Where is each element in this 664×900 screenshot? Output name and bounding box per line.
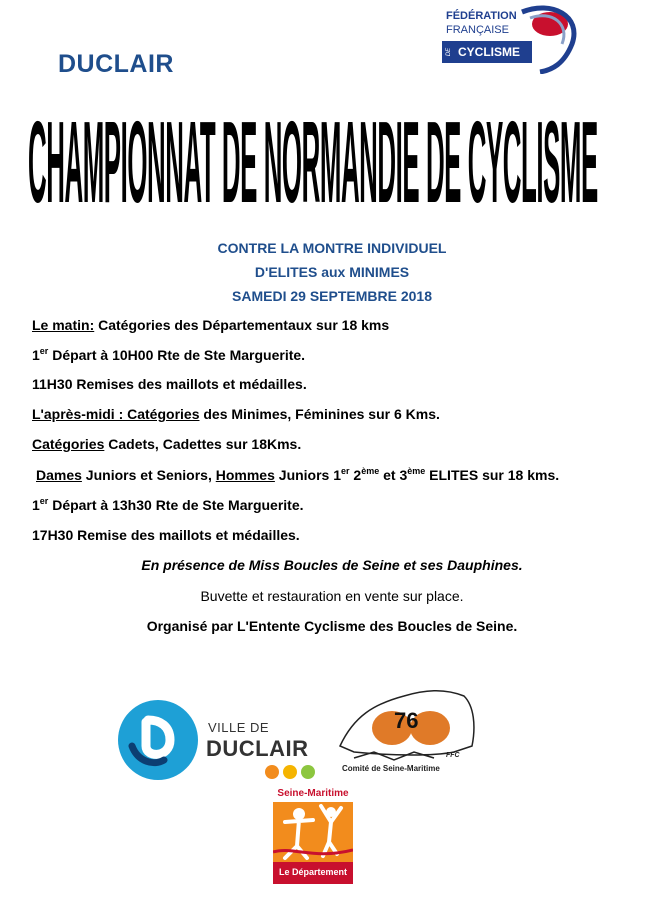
cd76-ffc: FFC [446, 752, 460, 759]
duclair-ville-de: VILLE DE [208, 720, 270, 735]
ffc-logo [442, 4, 582, 74]
dames-text: Juniors et Seniors, [81, 467, 216, 483]
cadets-text: Cadets, Cadettes sur 18Kms. [104, 436, 302, 452]
seine-maritime-title: Seine-Maritime [277, 788, 349, 799]
elites-text: ELITES sur 18 kms. [425, 467, 560, 483]
schedule-remise-afternoon: 17H30 Remise des maillots et médailles. [32, 527, 300, 543]
cd76-number: 76 [394, 708, 419, 733]
depart-pm-num: 1 [32, 497, 40, 513]
afternoon-text: des Minimes, Féminines sur 6 Kms. [199, 406, 440, 422]
schedule-cadets [32, 436, 301, 452]
buvette-note: Buvette et restauration en vente sur place. [200, 588, 464, 604]
hommes-text-3: et 3 [379, 467, 408, 483]
miss-note: En présence de Miss Boucles de Seine et ses Dauphines. [141, 557, 523, 573]
sup-1: er [341, 466, 350, 476]
comite-76-logo [334, 686, 484, 781]
afternoon-label: L'après-midi : Catégories [32, 406, 200, 422]
subtitle-date: SAMEDI 29 SEPTEMBRE 2018 [232, 288, 432, 304]
ffc-logo-de: DE [446, 47, 453, 57]
main-title-wrap [28, 96, 608, 226]
subtitle-line2: D'ELITES aux MINIMES [254, 264, 410, 280]
schedule-depart-afternoon [32, 496, 304, 513]
duclair-logo [118, 700, 328, 782]
ffc-swoosh-icon [512, 4, 582, 74]
seine-maritime-logo [267, 788, 359, 886]
hommes-label: Hommes [215, 467, 275, 483]
sup-3: ème [407, 466, 426, 476]
depart-pm-sup: er [39, 496, 49, 506]
schedule-dames-hommes [36, 466, 559, 483]
town-name: DUCLAIR [58, 50, 174, 78]
figures-icon [273, 802, 353, 862]
morning-text: Catégories des Départementaux sur 18 kms [94, 317, 390, 333]
morning-label: Le matin: [32, 317, 95, 333]
depart-num: 1 [32, 347, 40, 363]
seine-maritime-box [273, 802, 353, 862]
duclair-logo-circle [118, 700, 198, 780]
schedule-afternoon [32, 406, 440, 422]
cd76-label: Comité de Seine-Maritime [342, 764, 440, 773]
subtitle-line1: CONTRE LA MONTRE INDIVIDUEL [217, 240, 447, 256]
depart-text: Départ à 10H00 Rte de Ste Marguerite. [48, 347, 306, 363]
organiser-note: Organisé par L'Entente Cyclisme des Boucles de Seine. [146, 618, 518, 634]
duclair-dots-icon [264, 764, 334, 780]
ffc-logo-cyclisme: CYCLISME [458, 45, 521, 59]
hommes-text-2: 2 [349, 467, 362, 483]
schedule-depart-morning [32, 346, 305, 363]
duclair-d-icon [118, 700, 198, 780]
main-title: CHAMPIONNAT DE NORMANDIE DE CYCLISME [28, 98, 598, 228]
depart-sup: er [39, 346, 49, 356]
ffc-logo-line2: FRANÇAISE [446, 24, 509, 36]
schedule-morning [32, 317, 389, 333]
seine-maritime-base [273, 862, 353, 884]
duclair-name: DUCLAIR [206, 736, 309, 761]
dames-label: Dames [36, 467, 82, 483]
seine-maritime-departement: Le Département [278, 867, 348, 877]
cadets-label: Catégories [32, 436, 105, 452]
schedule-remise-morning: 11H30 Remises des maillots et médailles. [32, 376, 307, 392]
normandy-map-icon [334, 686, 484, 766]
ffc-logo-line1: FÉDÉRATION [446, 10, 517, 22]
sup-2: ème [361, 466, 380, 476]
hommes-text: Juniors 1 [274, 467, 342, 483]
depart-pm-text: Départ à 13h30 Rte de Ste Marguerite. [48, 497, 304, 513]
